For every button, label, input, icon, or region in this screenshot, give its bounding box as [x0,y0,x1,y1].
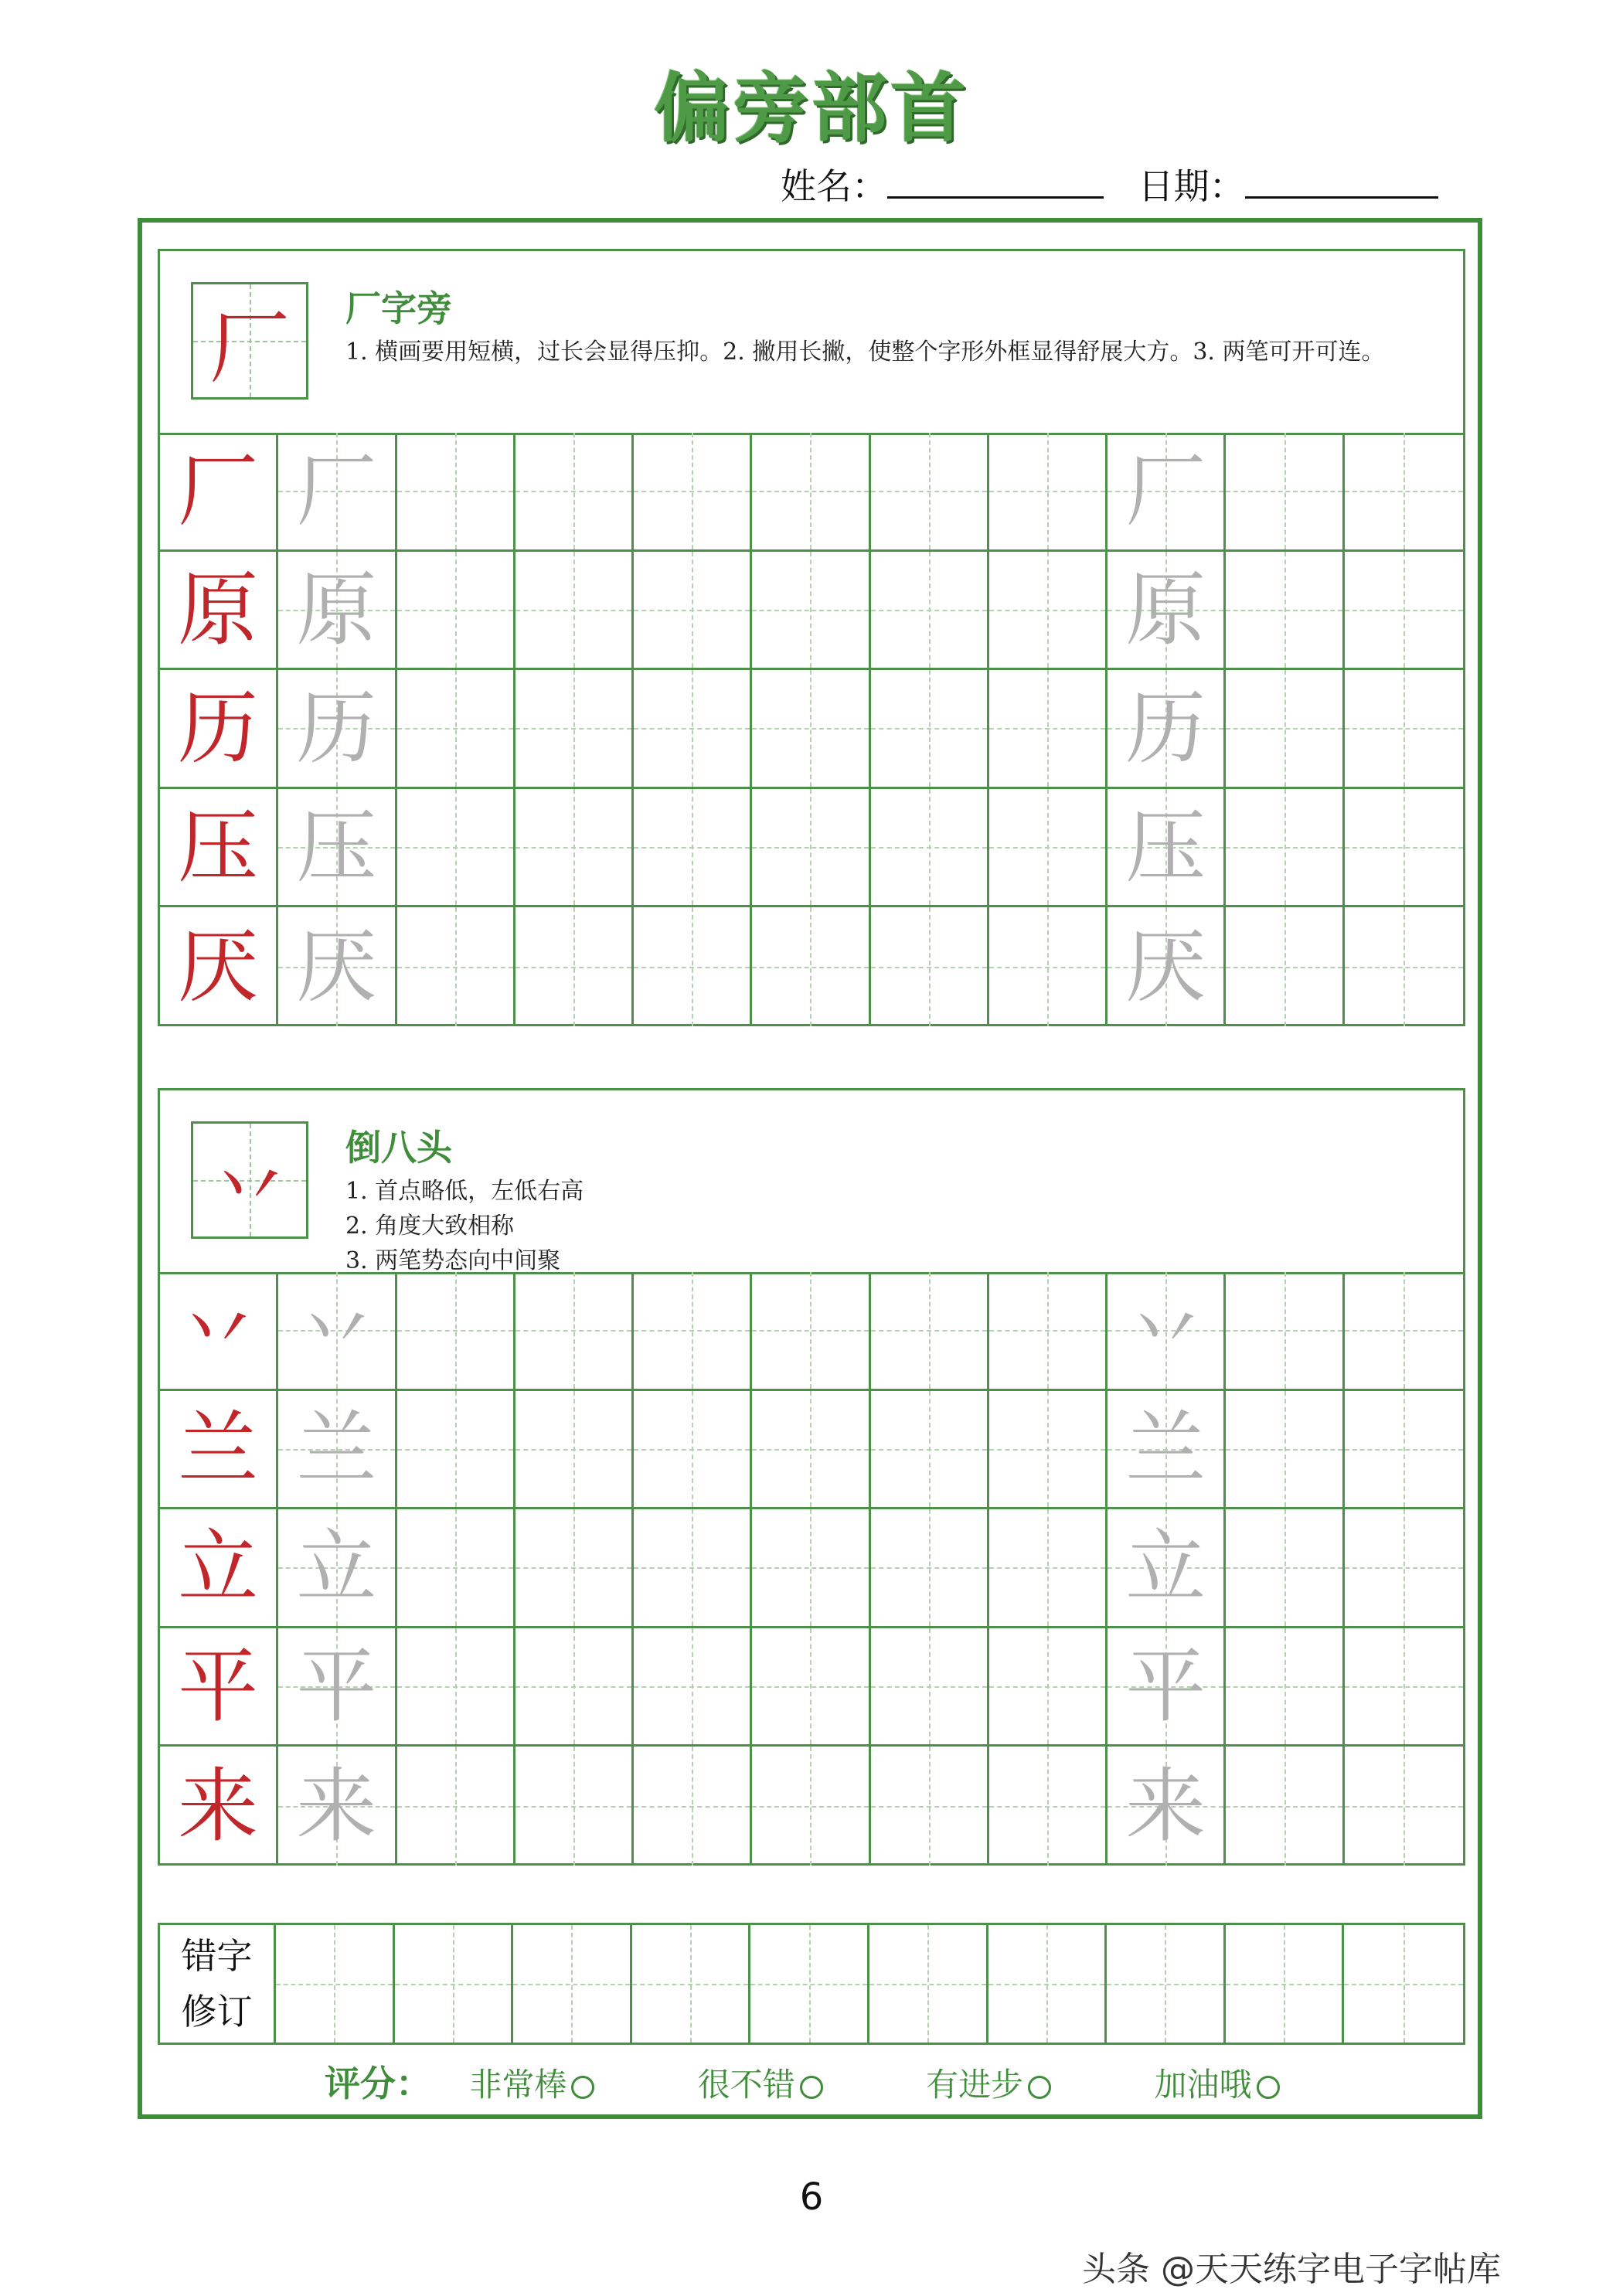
practice-cell[interactable] [1345,907,1463,1026]
practice-cell[interactable] [397,1391,515,1510]
radical-name: 厂字旁 [345,287,452,329]
model-character: 历 [178,681,259,776]
trace-character: 兰 [1125,1401,1206,1496]
practice-cell[interactable] [752,1391,870,1510]
practice-cell[interactable] [871,552,989,671]
practice-cell[interactable] [160,552,278,671]
score-option[interactable]: 加油哦 [1154,2060,1279,2106]
score-label: 评分： [325,2063,431,2104]
practice-cell[interactable] [871,670,989,789]
practice-cell[interactable] [1108,1747,1226,1866]
practice-cell[interactable] [871,1391,989,1510]
practice-cell[interactable] [278,1509,396,1628]
practice-cell[interactable] [1108,670,1226,789]
correction-label [160,1925,276,2043]
practice-cell[interactable] [278,789,396,908]
section-panel [158,1088,1465,1866]
name-date-line [781,158,1438,209]
practice-cell[interactable] [989,552,1108,671]
practice-grid [160,1272,1463,1866]
practice-cell[interactable] [989,1509,1108,1628]
model-character: 厂 [178,444,259,539]
page-number: 6 [799,2175,824,2219]
radical-name: 倒八头 [345,1127,452,1168]
practice-cell[interactable] [989,1628,1108,1747]
model-character: 原 [178,562,259,657]
trace-character: 兰 [296,1401,377,1496]
practice-cell[interactable] [397,789,515,908]
practice-cell[interactable] [1345,670,1463,789]
practice-cell[interactable] [871,1628,989,1747]
practice-cell[interactable] [989,1272,1108,1391]
practice-cell[interactable] [634,1509,752,1628]
practice-cell[interactable] [515,1391,634,1510]
practice-cell[interactable] [752,1747,870,1866]
practice-cell[interactable] [278,433,396,552]
practice-cell[interactable] [634,789,752,908]
practice-cell[interactable] [515,907,634,1026]
trace-character: 厌 [1125,920,1206,1015]
practice-cell[interactable] [397,1747,515,1866]
practice-cell[interactable] [515,552,634,671]
trace-character: 立 [1125,1520,1206,1615]
practice-cell[interactable] [634,907,752,1026]
correction-cell[interactable] [513,1925,632,2043]
correction-label-line: 修订 [181,1991,253,2032]
practice-cell[interactable] [160,1272,278,1391]
practice-cell[interactable] [1108,1391,1226,1510]
practice-cell[interactable] [1345,1628,1463,1747]
practice-cell[interactable] [160,433,278,552]
correction-cell[interactable] [1107,1925,1226,2043]
practice-cell[interactable] [752,907,870,1026]
name-field[interactable] [887,196,1104,199]
circle-icon[interactable] [1257,2076,1280,2099]
practice-cell[interactable] [1345,1272,1463,1391]
practice-cell[interactable] [397,433,515,552]
practice-cell[interactable] [634,1747,752,1866]
trace-character: 压 [1125,800,1206,895]
practice-cell[interactable] [1226,1272,1344,1391]
trace-character: 厌 [296,920,377,1015]
practice-cell[interactable] [160,1509,278,1628]
sample-character: 厂 [209,301,290,395]
practice-cell[interactable] [634,670,752,789]
sample-character-box [191,282,308,400]
practice-cell[interactable] [397,670,515,789]
correction-cell[interactable] [276,1925,395,2043]
practice-cell[interactable] [1345,552,1463,671]
trace-character: 立 [296,1520,377,1615]
practice-cell[interactable] [515,433,634,552]
practice-cell[interactable] [515,1272,634,1391]
practice-cell[interactable] [752,1509,870,1628]
model-character: 厌 [178,920,259,1015]
practice-cell[interactable] [278,907,396,1026]
practice-cell[interactable] [1108,789,1226,908]
practice-cell[interactable] [160,670,278,789]
practice-cell[interactable] [515,789,634,908]
practice-cell[interactable] [871,789,989,908]
practice-cell[interactable] [634,433,752,552]
circle-icon[interactable] [1028,2076,1051,2099]
practice-cell[interactable] [1345,1509,1463,1628]
practice-cell[interactable] [1226,670,1344,789]
score-option[interactable]: 很不错 [698,2060,823,2106]
trace-character: 来 [296,1759,377,1854]
practice-cell[interactable] [1345,1747,1463,1866]
practice-cell[interactable] [1226,1509,1344,1628]
correction-cell[interactable] [869,1925,988,2043]
practice-cell[interactable] [752,1272,870,1391]
practice-cell[interactable] [278,1391,396,1510]
trace-character: 平 [1125,1639,1206,1734]
correction-cell[interactable] [1344,1925,1463,2043]
section-info [160,251,1463,437]
practice-cell[interactable] [278,1628,396,1747]
correction-label-line: 错字 [181,1935,253,1977]
trace-character: 厂 [296,444,377,539]
practice-cell[interactable] [278,1272,396,1391]
section-info [160,1090,1463,1276]
trace-character: 原 [1125,562,1206,657]
practice-cell[interactable] [515,1509,634,1628]
practice-cell[interactable] [1108,552,1226,671]
sample-character-box [191,1121,308,1239]
practice-cell[interactable] [278,670,396,789]
practice-cell[interactable] [752,433,870,552]
section-panel [158,249,1465,1026]
practice-cell[interactable] [634,1272,752,1391]
practice-cell[interactable] [871,1747,989,1866]
correction-cell[interactable] [1226,1925,1345,2043]
practice-cell[interactable] [1345,433,1463,552]
practice-cell[interactable] [989,433,1108,552]
practice-cell[interactable] [752,670,870,789]
practice-cell[interactable] [1108,433,1226,552]
correction-cell[interactable] [632,1925,751,2043]
trace-character: 原 [296,562,377,657]
practice-cell[interactable] [752,1628,870,1747]
practice-cell[interactable] [515,1747,634,1866]
practice-cell[interactable] [1108,1272,1226,1391]
correction-cell[interactable] [395,1925,514,2043]
score-row [325,2056,1373,2107]
trace-character: 丷 [296,1283,377,1378]
practice-cell[interactable] [634,552,752,671]
date-field[interactable] [1245,196,1438,199]
practice-cell[interactable] [989,907,1108,1026]
correction-panel [158,1923,1465,2045]
correction-cell[interactable] [988,1925,1108,2043]
practice-cell[interactable] [871,907,989,1026]
practice-cell[interactable] [1226,1391,1344,1510]
model-character: 立 [178,1520,259,1615]
practice-cell[interactable] [160,1747,278,1866]
circle-icon[interactable] [571,2076,594,2099]
practice-cell[interactable] [1226,789,1344,908]
practice-cell[interactable] [1345,1391,1463,1510]
practice-cell[interactable] [752,789,870,908]
circle-icon[interactable] [800,2076,823,2099]
practice-cell[interactable] [160,907,278,1026]
model-character: 压 [178,800,259,895]
trace-character: 厂 [1125,444,1206,539]
model-character: 平 [178,1639,259,1734]
practice-cell[interactable] [989,670,1108,789]
practice-cell[interactable] [397,552,515,671]
radical-tips: 1. 首点略低，左低右高 2. 角度大致相称 3. 两笔势态向中间聚 [345,1178,584,1274]
practice-cell[interactable] [397,907,515,1026]
practice-grid [160,433,1463,1026]
practice-cell[interactable] [1226,552,1344,671]
practice-cell[interactable] [160,789,278,908]
practice-cell[interactable] [1345,789,1463,908]
practice-cell[interactable] [397,1509,515,1628]
trace-character: 来 [1125,1759,1206,1854]
practice-cell[interactable] [397,1272,515,1391]
practice-cell[interactable] [1226,433,1344,552]
watermark: 头条 @天天练字电子字帖库 [1082,2250,1501,2289]
score-option[interactable]: 非常棒 [469,2060,594,2106]
sample-character: 丷 [209,1140,290,1234]
practice-cell[interactable] [160,1391,278,1510]
practice-cell[interactable] [515,1628,634,1747]
page-title: 偏旁部首 [653,65,969,153]
practice-cell[interactable] [397,1628,515,1747]
correction-grid [276,1925,1463,2043]
name-label: 姓名： [781,165,887,207]
score-option[interactable]: 有进步 [926,2060,1051,2106]
practice-cell[interactable] [278,1747,396,1866]
practice-cell[interactable] [989,1747,1108,1866]
trace-character: 压 [296,800,377,895]
practice-cell[interactable] [871,1509,989,1628]
practice-cell[interactable] [1226,1628,1344,1747]
practice-cell[interactable] [1226,1747,1344,1866]
practice-cell[interactable] [160,1628,278,1747]
practice-cell[interactable] [634,1628,752,1747]
practice-cell[interactable] [634,1391,752,1510]
radical-tips: 1. 横画要用短横，过长会显得压抑。2. 撇用长撇，使整个字形外框显得舒展大方。3. 两笔可开可连。 [345,338,1385,366]
model-character: 丷 [178,1283,259,1378]
trace-character: 历 [1125,681,1206,776]
correction-cell[interactable] [750,1925,869,2043]
date-label: 日期： [1138,165,1245,207]
practice-cell[interactable] [278,552,396,671]
practice-cell[interactable] [1108,1628,1226,1747]
practice-cell[interactable] [1226,907,1344,1026]
practice-cell[interactable] [752,552,870,671]
practice-cell[interactable] [871,433,989,552]
practice-cell[interactable] [989,1391,1108,1510]
practice-cell[interactable] [1108,907,1226,1026]
practice-cell[interactable] [1108,1509,1226,1628]
practice-cell[interactable] [515,670,634,789]
trace-character: 平 [296,1639,377,1734]
trace-character: 历 [296,681,377,776]
practice-cell[interactable] [989,789,1108,908]
model-character: 来 [178,1759,259,1854]
practice-cell[interactable] [871,1272,989,1391]
model-character: 兰 [178,1401,259,1496]
trace-character: 丷 [1125,1283,1206,1378]
